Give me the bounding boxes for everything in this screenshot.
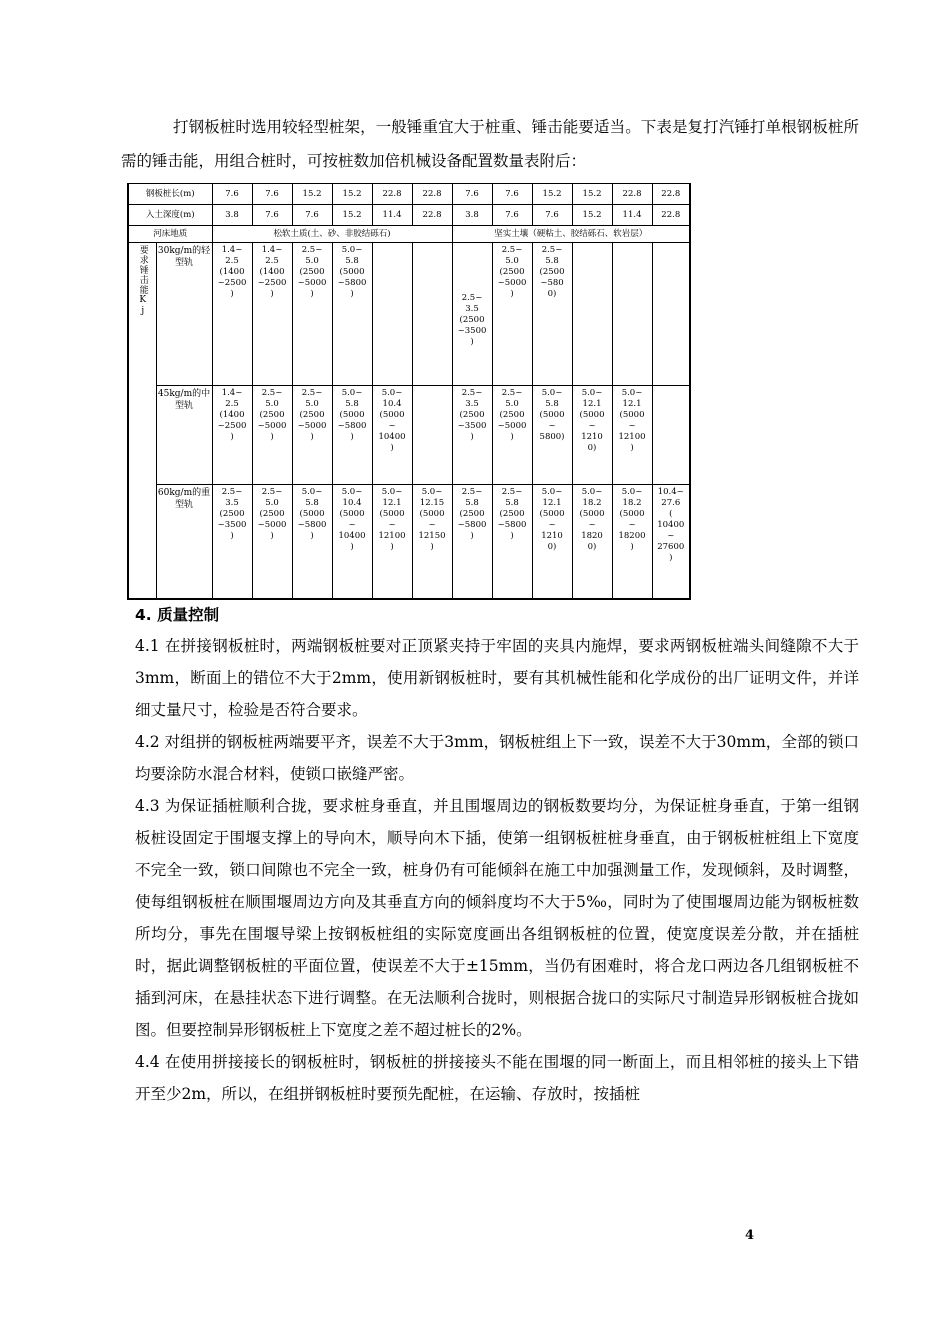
energy-cell: 10.4~ 27.6 ( 10400 ~ 27600 ) xyxy=(652,485,690,600)
river-bed-label: 河床地质 xyxy=(128,226,212,243)
rail-name: 45kg/m的中型轨 xyxy=(156,386,212,485)
depth-cell: 7.6 xyxy=(252,205,292,226)
length-cell: 22.8 xyxy=(652,184,690,205)
length-cell: 22.8 xyxy=(372,184,412,205)
energy-cell-value: 2.5~ 3.5 (2500 ~3500 ) xyxy=(457,293,487,347)
light-rail-row xyxy=(128,243,690,386)
length-cell: 22.8 xyxy=(412,184,452,205)
paragraph-4-4: 4.4 在使用拼接接长的钢板桩时，钢板桩的拼接接头不能在围堰的同一断面上，而且相邻桩的接头上下错开至少2m，所以，在组拼钢板桩时要预先配桩，在运输、存放时，按插桩 xyxy=(135,1053,859,1103)
energy-cell xyxy=(372,243,412,386)
depth-cell: 7.6 xyxy=(492,205,532,226)
length-cell: 15.2 xyxy=(332,184,372,205)
depth-cell: 22.8 xyxy=(652,205,690,226)
length-cell: 7.6 xyxy=(452,184,492,205)
length-row xyxy=(128,184,690,205)
energy-cell: 5.0~ 5.8 (5000 ~5800 ) xyxy=(332,386,372,485)
energy-cell xyxy=(652,243,690,386)
energy-cell xyxy=(412,386,452,485)
depth-cell: 3.8 xyxy=(452,205,492,226)
rail-name: 30kg/m的轻型轨 xyxy=(156,243,212,386)
energy-cell: 5.0~ 5.8 (5000 ~5800 ) xyxy=(292,485,332,600)
paragraph-4-1: 4.1 在拼接钢板桩时，两端钢板桩要对正顶紧夹持于牢固的夹具内施焊，要求两钢板桩端头间缝隙不大于3mm，断面上的错位不大于2mm，使用新钢板桩时，要有其机械性能和化学成份的出厂证明文件，并详细丈量尺寸，检验是否符合要求。 xyxy=(135,637,859,719)
energy-cell: 5.0~ 10.4 (5000 ~ 10400 ) xyxy=(372,386,412,485)
paragraph-4-2: 4.2 对组拼的钢板桩两端要平齐，误差不大于3mm，钢板桩组上下一致，误差不大于30mm，全部的锁口均要涂防水混合材料，使锁口嵌缝严密。 xyxy=(135,733,859,783)
depth-cell: 3.8 xyxy=(212,205,252,226)
rail-name: 60kg/m的重型轨 xyxy=(156,485,212,600)
soil-row xyxy=(128,226,690,243)
depth-cell: 22.8 xyxy=(412,205,452,226)
depth-label: 入土深度(m) xyxy=(128,205,212,226)
section-heading: 4. 质量控制 xyxy=(135,606,220,624)
energy-cell xyxy=(452,243,492,386)
energy-label: 要求锤击能Kj xyxy=(137,245,148,317)
depth-cell: 11.4 xyxy=(612,205,652,226)
energy-cell: 2.5~ 5.0 (2500 ~5000 ) xyxy=(292,243,332,386)
heavy-rail-row xyxy=(128,485,690,600)
length-cell: 15.2 xyxy=(572,184,612,205)
energy-cell: 1.4~ 2.5 (1400 ~2500 ) xyxy=(212,386,252,485)
energy-cell: 2.5~ 3.5 (2500 ~3500 ) xyxy=(212,485,252,600)
energy-cell: 5.0~ 10.4 (5000 ~ 10400 ) xyxy=(332,485,372,600)
depth-cell: 15.2 xyxy=(572,205,612,226)
depth-row xyxy=(128,205,690,226)
hammer-energy-table xyxy=(127,183,691,600)
energy-cell xyxy=(652,386,690,485)
energy-cell xyxy=(412,243,452,386)
energy-cell: 2.5~ 5.0 (2500 ~5000 ) xyxy=(292,386,332,485)
energy-cell: 1.4~ 2.5 (1400 ~2500 ) xyxy=(252,243,292,386)
hard-soil-label: 坚实土壤（硬粘土、胶结砾石、软岩层） xyxy=(452,226,690,243)
energy-cell: 2.5~ 5.0 (2500 ~5000 ) xyxy=(492,386,532,485)
depth-cell: 11.4 xyxy=(372,205,412,226)
depth-cell: 7.6 xyxy=(292,205,332,226)
energy-cell xyxy=(612,243,652,386)
length-label: 钢板桩长(m) xyxy=(128,184,212,205)
energy-cell: 5.0~ 18.2 (5000 ~ 18200 ) xyxy=(612,485,652,600)
length-cell: 7.6 xyxy=(212,184,252,205)
length-cell: 15.2 xyxy=(532,184,572,205)
intro-text: 打钢板桩时选用较轻型桩架，一般锤重宜大于桩重、锤击能要适当。下表是复打汽锤打单根钢板桩所需的锤击能，用组合桩时，可按桩数加倍机械设备配置数量表附后： xyxy=(121,118,859,170)
energy-cell: 5.0~ 18.2 (5000 ~ 1820 0) xyxy=(572,485,612,600)
energy-cell: 5.0~ 5.8 (5000 ~5800 ) xyxy=(332,243,372,386)
energy-cell xyxy=(572,243,612,386)
depth-cell: 7.6 xyxy=(532,205,572,226)
length-cell: 22.8 xyxy=(612,184,652,205)
energy-label-cell xyxy=(128,243,156,600)
energy-cell: 2.5~ 5.0 (2500 ~5000 ) xyxy=(252,386,292,485)
medium-rail-row xyxy=(128,386,690,485)
page-number: 4 xyxy=(745,1228,755,1243)
energy-cell: 2.5~ 5.8 (2500 ~5800 ) xyxy=(452,485,492,600)
soft-soil-label: 松软土质(土、砂、非胶结砾石) xyxy=(212,226,452,243)
energy-cell: 5.0~ 12.1 (5000 ~ 1210 0) xyxy=(532,485,572,600)
energy-cell: 2.5~ 5.8 (2500 ~580 0) xyxy=(532,243,572,386)
intro-paragraph xyxy=(121,110,859,178)
energy-cell: 5.0~ 12.1 (5000 ~ 12100 ) xyxy=(612,386,652,485)
length-cell: 7.6 xyxy=(252,184,292,205)
energy-cell: 5.0~ 12.1 (5000 ~ 1210 0) xyxy=(572,386,612,485)
quality-control-section xyxy=(135,600,859,1110)
length-cell: 15.2 xyxy=(292,184,332,205)
energy-cell: 5.0~ 5.8 (5000 ~ 5800) xyxy=(532,386,572,485)
paragraph-4-3: 4.3 为保证插桩顺利合拢，要求桩身垂直，并且围堰周边的钢板数要均分，为保证桩身垂直，于第一组钢板桩设固定于围堰支撑上的导向木，顺导向木下插，使第一组钢板桩桩身垂直，由于钢板桩桩组上下宽度不完全一致，锁口间隙也不完全一致，桩身仍有可能倾斜在施工中加强测量工作，发现倾斜，及时调整，使每组钢板桩在顺围堰周边方向及其垂直方向的倾斜度均不大于5‰，同时为了使围堰周边能为钢板桩数所均分，事先在围堰导梁上按钢板桩组的实际宽度画出各组钢板桩的位置，使宽度误差分散，并在插桩时，据此调整钢板桩的平面位置，使误差不大于±15mm，当仍有困难时，将合龙口两边各几组钢板桩不插到河床，在悬挂状态下进行调整。在无法顺利合拢时，则根据合拢口的实际尺寸制造异形钢板桩合拢如图。但要控制异形钢板桩上下宽度之差不超过桩长的2%。 xyxy=(135,797,859,1039)
energy-cell: 5.0~ 12.1 (5000 ~ 12100 ) xyxy=(372,485,412,600)
energy-cell: 2.5~ 5.8 (2500 ~5800 ) xyxy=(492,485,532,600)
energy-cell: 2.5~ 5.0 (2500 ~5000 ) xyxy=(252,485,292,600)
energy-cell: 5.0~ 12.15 (5000 ~ 12150 ) xyxy=(412,485,452,600)
energy-cell: 2.5~ 5.0 (2500 ~5000 ) xyxy=(492,243,532,386)
energy-cell: 1.4~ 2.5 (1400 ~2500 ) xyxy=(212,243,252,386)
energy-cell: 2.5~ 3.5 (2500 ~3500 ) xyxy=(452,386,492,485)
length-cell: 7.6 xyxy=(492,184,532,205)
depth-cell: 15.2 xyxy=(332,205,372,226)
